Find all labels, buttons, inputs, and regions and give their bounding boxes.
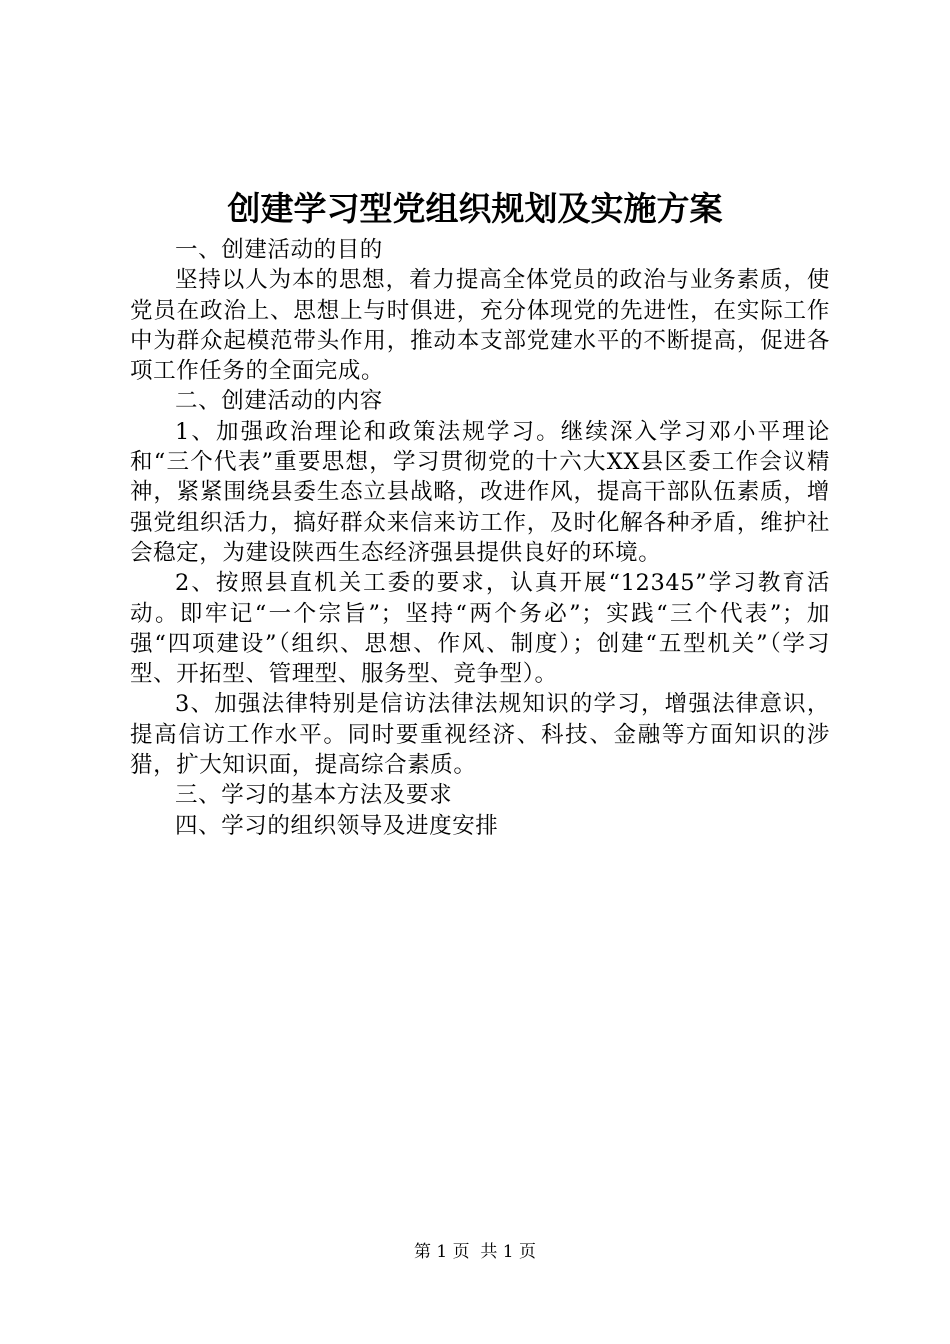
section-heading-purpose: 一、创建活动的目的 (175, 237, 383, 263)
section-heading-organization: 四、学习的组织领导及进度安排 (175, 812, 499, 839)
paragraph-purpose: 坚持以人为本的思想，着力提高全体党员的政治与业务素质，使党员在政治上、思想上与时俱进，充分体现党的先进性，在实际工作中为群众起模范带头作用，推动本支部党建水平的不断提高，促进各项工作任务的全面完成。 (130, 267, 830, 385)
page-number: 第 1 页 (413, 1242, 470, 1262)
section-heading-content: 二、创建活动的内容 (175, 388, 383, 415)
page-total: 共 1 页 (480, 1242, 537, 1262)
paragraph-item-2: 2、按照县直机关工委的要求，认真开展“12345”学习教育活动。即牢记“一个宗旨”；坚持“两个务必”；实践“三个代表”；加强“四项建设”（组织、思想、作风、制度）；创建“五型机关”（学习型、开拓型、管理型、服务型、竞争型）。 (130, 570, 830, 688)
document-body (130, 235, 830, 841)
paragraph-item-3: 3、加强法律特别是信访法律法规知识的学习，增强法律意识，提高信访工作水平。同时要重视经济、科技、金融等方面知识的涉猎，扩大知识面，提高综合素质。 (130, 691, 830, 779)
document-title: 创建学习型党组织规划及实施方案 (227, 189, 723, 228)
page-footer (0, 1240, 950, 1264)
paragraph-item-1: 1、加强政治理论和政策法规学习。继续深入学习邓小平理论和“三个代表”重要思想，学习贯彻党的十六大XX县区委工作会议精神，紧紧围绕县委生态立县战略，改进作风，提高干部队伍素质，增强党组织活力，搞好群众来信来访工作，及时化解各种矛盾，维护社会稳定，为建设陕西生态经济强县提供良好的环境。 (130, 418, 830, 566)
section-heading-methods: 三、学习的基本方法及要求 (175, 782, 453, 809)
